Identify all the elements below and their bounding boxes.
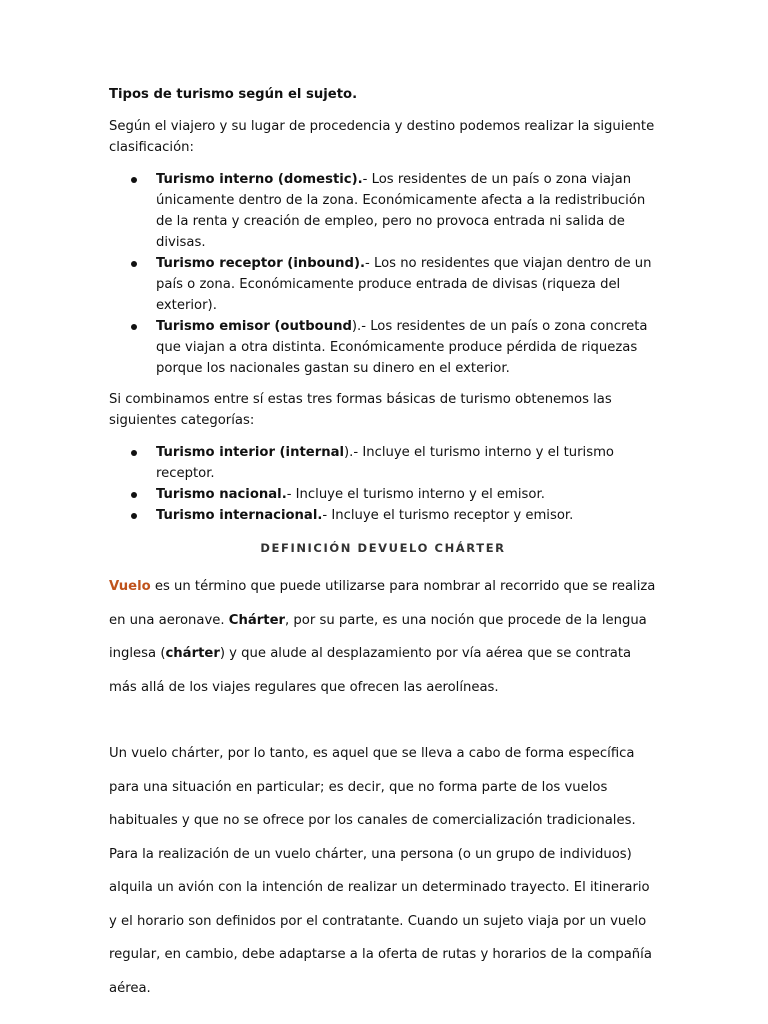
bullet-icon [131, 261, 137, 267]
list-item-text: - Incluye el turismo interno y el emisor. [286, 487, 545, 502]
list-item-text: ).- Los residentes de un país o zona concreta que viajan a otra distinta. Económicamente produce pérdida de riquezas porque los nacionales gastan su dinero en el exterior. [156, 319, 648, 376]
accent-word: Vuelo [109, 579, 151, 594]
bullet-icon [131, 492, 137, 498]
bold-term: chárter [165, 646, 220, 661]
list-item-text: - Incluye el turismo receptor y emisor. [322, 508, 574, 523]
tourism-types-list [109, 169, 657, 379]
list-item-text: - Los residentes de un país o zona viajan únicamente dentro de la zona. Económicamente afecta a la redistribución de la renta y creación de empleo, pero no provoca entrada ni salida de divisas. [156, 172, 646, 250]
list-item-text: - Los no residentes que viajan dentro de un país o zona. Económicamente produce entrada de divisas (riqueza del exterior). [156, 256, 652, 313]
section-heading: DEFINICIÓN DEVUELO CHÁRTER [260, 541, 506, 555]
intro-paragraph: Según el viajero y su lugar de procedencia y destino podemos realizar la siguiente clasificación: [109, 119, 655, 155]
bullet-icon [131, 177, 137, 183]
list-item-term: Turismo emisor (outbound [156, 319, 352, 334]
paragraph-text: , por su parte, es una noción que procede de la lengua inglesa ( [109, 612, 647, 661]
document-content [109, 84, 657, 1005]
combine-paragraph: Si combinamos entre sí estas tres formas básicas de turismo obtenemos las siguientes categorías: [109, 392, 612, 428]
list-item-text: ).- Incluye el turismo interno y el turismo receptor. [156, 445, 614, 481]
bullet-icon [131, 450, 137, 456]
document-title: Tipos de turismo según el sujeto. [109, 87, 358, 102]
list-item-term: Turismo interior (internal [156, 445, 345, 460]
definition-paragraph [109, 570, 657, 704]
list-item-term: Turismo receptor (inbound). [156, 256, 365, 271]
bullet-icon [131, 513, 137, 519]
charter-paragraph: Un vuelo chárter, por lo tanto, es aquel que se lleva a cabo de forma específica para una situación en particular; es decir, que no forma parte de los vuelos habituales y que no se ofrece por los canales de comercialización tradicionales. [109, 746, 636, 828]
paragraph-spacer [109, 704, 657, 737]
paragraph-text: ) y que alude al desplazamiento por vía aérea que se contrata más allá de los viajes regulares que ofrecen las aerolíneas. [109, 646, 632, 695]
list-item-term: Turismo internacional. [156, 508, 323, 523]
list-item [109, 316, 657, 379]
list-item [109, 505, 657, 526]
bullet-icon [131, 324, 137, 330]
tourism-categories-list [109, 442, 657, 526]
charter-section [109, 570, 657, 1005]
list-item-term: Turismo interno (domestic). [156, 172, 363, 187]
list-item [109, 253, 657, 316]
list-item [109, 169, 657, 253]
paragraph-text: es un término que puede utilizarse para nombrar al recorrido que se realiza en una aeronave. [109, 579, 656, 628]
bold-term: Chárter [228, 612, 286, 628]
list-item [109, 484, 657, 505]
rental-paragraph: Para la realización de un vuelo chárter, una persona (o un grupo de individuos) alquila un avión con la intención de realizar un determinado trayecto. El itinerario y el horario son definidos por el contratante. Cuando un sujeto viaja por un vuelo regular, en cambio, debe adaptarse a la oferta de rutas y horarios de la compañía aérea. [109, 846, 652, 996]
list-item-term: Turismo nacional. [156, 487, 287, 502]
list-item [109, 442, 657, 484]
